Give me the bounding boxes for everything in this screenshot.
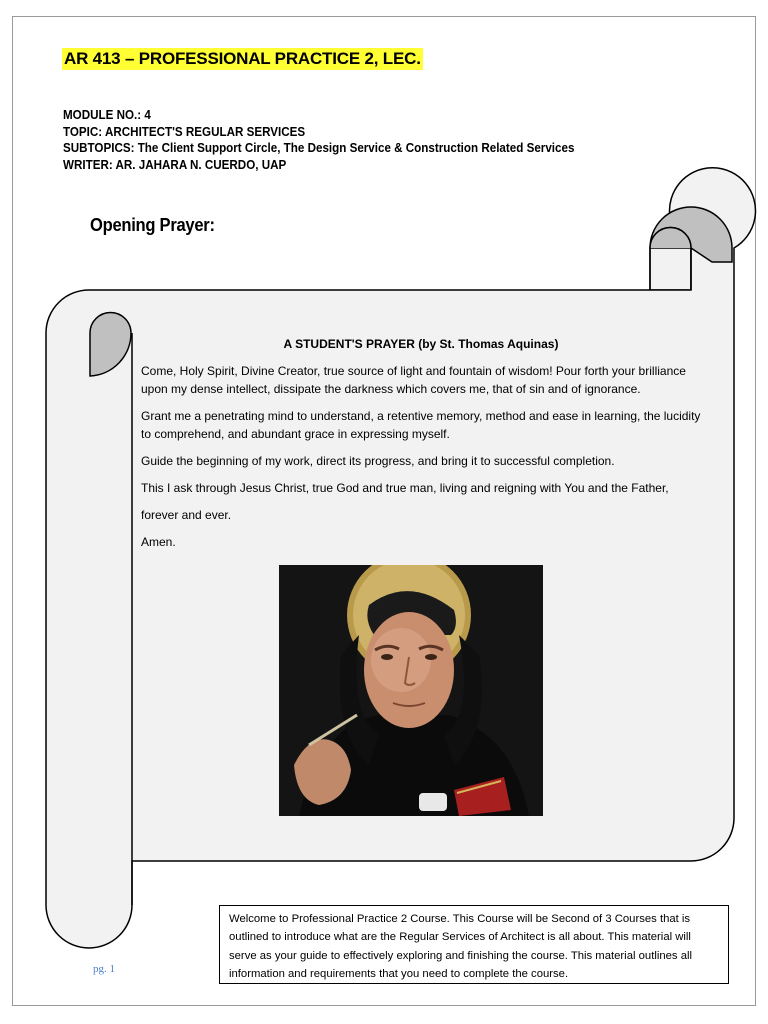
prayer-paragraph: Come, Holy Spirit, Divine Creator, true source of light and fountain of wisdom! Pour forth your brilliance upon my dense intellect, dissipate the darkness which covers me, that of sin and of ignorance. bbox=[141, 364, 686, 396]
prayer-text bbox=[141, 335, 701, 560]
saint-portrait-image bbox=[279, 565, 543, 816]
prayer-title: A STUDENT'S PRAYER (by St. Thomas Aquinas) bbox=[283, 337, 559, 351]
prayer-paragraph: Guide the beginning of my work, direct its progress, and bring it to successful completion. bbox=[141, 454, 615, 468]
prayer-paragraph: This I ask through Jesus Christ, true God and true man, living and reigning with You and the Father, bbox=[141, 481, 669, 495]
prayer-paragraph: Grant me a penetrating mind to understand, a retentive memory, method and ease in learning, the lucidity to comprehend, and abundant grace in expressing myself. bbox=[141, 409, 701, 441]
prayer-paragraph: forever and ever. bbox=[141, 508, 232, 522]
welcome-box: Welcome to Professional Practice 2 Course. This Course will be Second of 3 Courses that is outlined to introduce what are the Regular Services of Architect is all about. This material will serve as your guide to effectively exploring and finishing the course. This material outlines all information and requirements that you need to complete the course. bbox=[219, 905, 729, 984]
course-title: AR 413 – PROFESSIONAL PRACTICE 2, LEC. bbox=[64, 49, 421, 68]
writer: WRITER: AR. JAHARA N. CUERDO, UAP bbox=[63, 157, 287, 172]
page-number: pg. 1 bbox=[93, 963, 115, 975]
topic: TOPIC: ARCHITECT'S REGULAR SERVICES bbox=[63, 124, 306, 139]
subtopics: SUBTOPICS: The Client Support Circle, The Design Service & Construction Related Services bbox=[63, 141, 575, 155]
opening-prayer-heading: Opening Prayer: bbox=[90, 215, 215, 235]
prayer-paragraph: Amen. bbox=[141, 535, 176, 549]
module-number: MODULE NO.: 4 bbox=[63, 108, 151, 122]
